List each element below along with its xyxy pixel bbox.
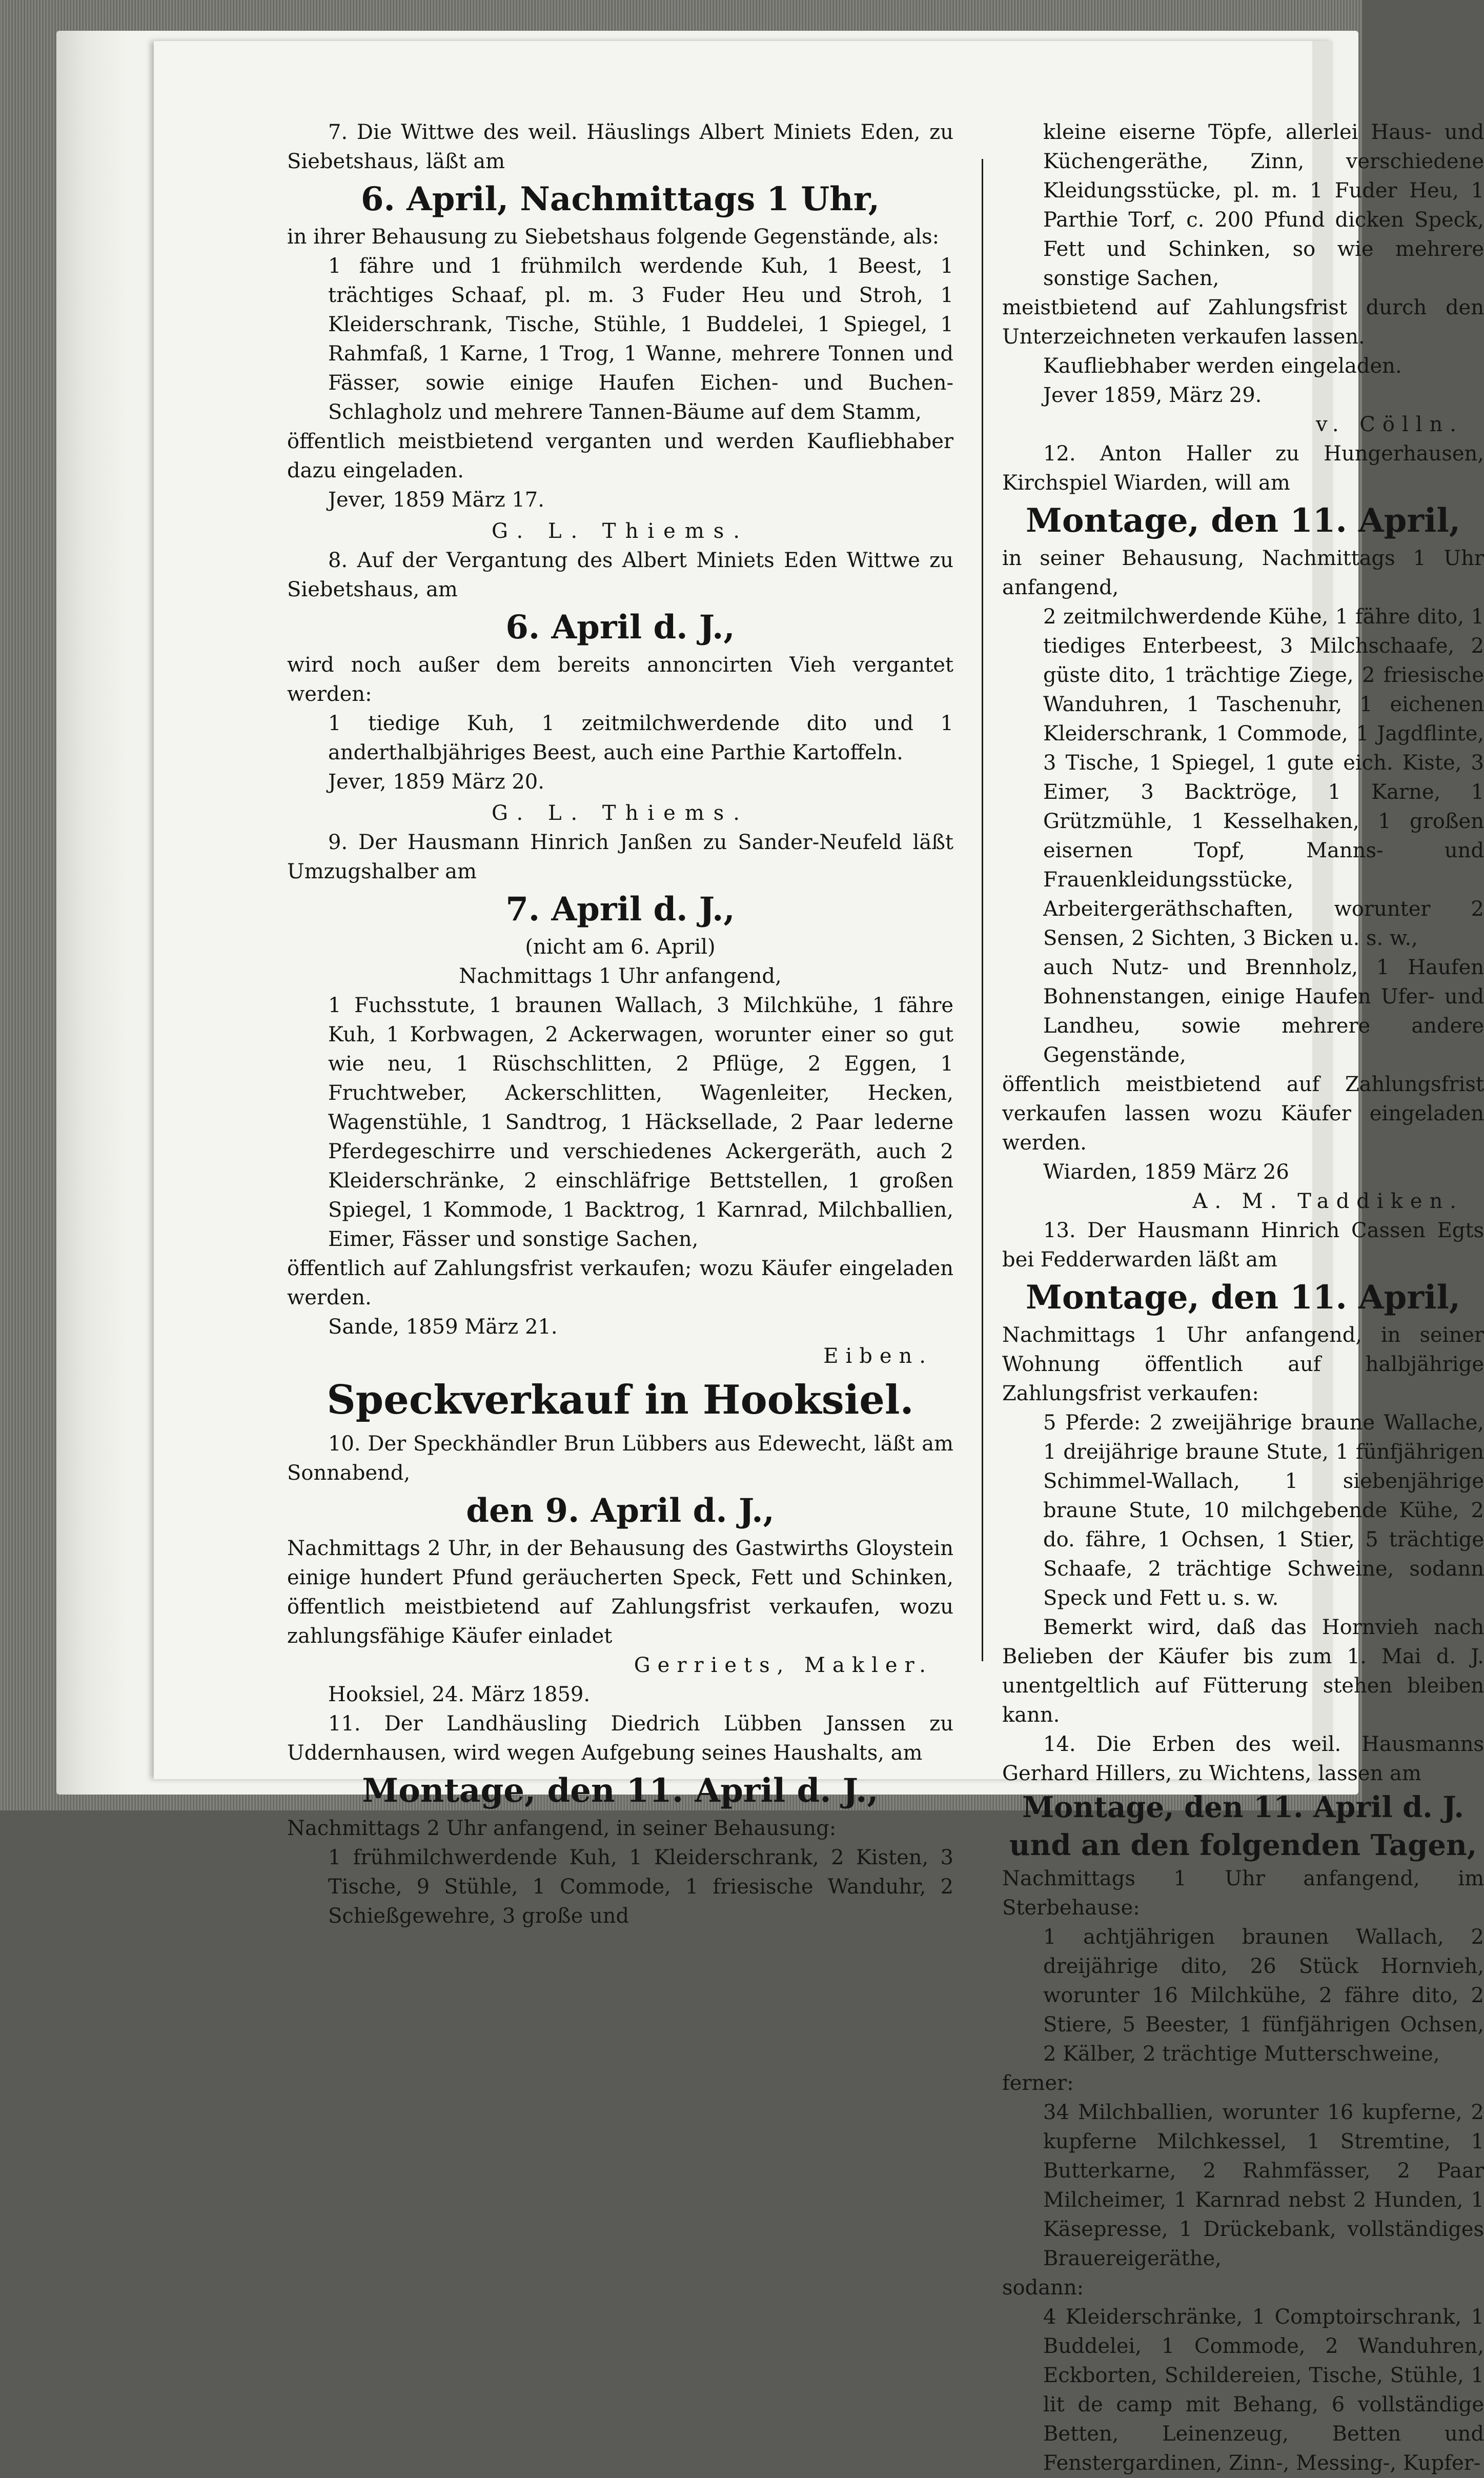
ad-11-items: 1 frühmilchwerdende Kuh, 1 Kleiderschrank, 2 Kisten, 3 Tische, 9 Stühle, 1 Commode, 1 friesische Wanduhr, 2 Schießgewehre, 3 große und	[328, 1846, 953, 1928]
ad-7-text2: öffentlich meistbietend verganten und werden Kaufliebhaber dazu eingeladen.	[287, 430, 953, 482]
ad-10-text: Nachmittags 2 Uhr, in der Behausung des Gastwirths Gloystein einige hundert Pfund geräucherten Speck, Fett und Schinken, öffentlich meistbietend auf Zahlungsfrist verkaufen, wozu zahlungsfähige Käufer einladet	[287, 1537, 953, 1648]
ad-14-items-1: 1 achtjährigen braunen Wallach, 2 dreijährige dito, 26 Stück Hornvieh, worunter 16 Milchkühe, 2 fähre dito, 2 Stiere, 5 Beester, 1 fünfjährigen Ochsen, 2 Kälber, 2 trächtige Mutterschweine,	[1043, 1925, 1484, 2066]
ad-13-items: 5 Pferde: 2 zweijährige braune Wallache, 1 dreijährige braune Stute, 1 fünfjährigen Schimmel-Wallach, 1 siebenjährige braune Stute, 10 milchgebende Kühe, 2 do. fähre, 1 Ochsen, 1 Stier, 5 trächtige Schaafe, 2 trächtige Schweine, sodann Speck und Fett u. s. w.	[1043, 1411, 1484, 1610]
ad-14-items-3: 4 Kleiderschränke, 1 Comptoirschrank, 1 Buddelei, 1 Commode, 2 Wanduhren, Eckborten, Schildereien, Tische, Stühle, 1 lit de camp mit Behang, 6 vollständige Betten, Leinenzeug, Betten und Fenstergardinen, Zinn-, Messing-, Kupfer-	[1043, 2305, 1484, 2475]
ad-9-place: Sande, 1859 März 21.	[328, 1315, 558, 1339]
ad-13-note: Bemerkt wird, daß das Hornvieh nach Belieben der Käufer bis zum 1. Mai d. J. unentgeltlich auf Fütterung stehen bleiben kann.	[1002, 1616, 1484, 1727]
ad-9-time: Nachmittags 1 Uhr anfangend,	[459, 964, 782, 988]
ad-8-text: wird noch außer dem bereits annoncirten Vieh vergantet werden:	[287, 653, 953, 706]
ad-12-text2: öffentlich meistbietend auf Zahlungsfrist verkaufen lassen wozu Käufer eingeladen werden.	[1002, 1073, 1484, 1155]
ad-14-ferner: ferner:	[1002, 2071, 1074, 2095]
ad-10-intro: 10. Der Speckhändler Brun Lübbers aus Edewecht, läßt am Sonnabend,	[287, 1432, 953, 1485]
left-column	[287, 118, 953, 1931]
ad-8-place: Jever, 1859 März 20.	[328, 770, 544, 794]
ad-7-items: 1 fähre und 1 frühmilch werdende Kuh, 1 Beest, 1 trächtiges Schaaf, pl. m. 3 Fuder Heu und Stroh, 1 Kleiderschrank, Tische, Stühle, 1 Buddelei, 1 Spiegel, 1 Rahmfaß, 1 Karne, 1 Trog, 1 Wanne, mehrere Tonnen und Fässer, sowie einige Haufen Eichen- und Buchen-Schlagholz und mehrere Tannen-Bäume auf dem Stamm,	[328, 254, 953, 424]
ad-14-date-2: und an den folgenden Tagen,	[1009, 1828, 1477, 1862]
ad-9-date: 7. April d. J.,	[505, 890, 735, 929]
ad-11-continued-items: kleine eiserne Töpfe, allerlei Haus- und Küchengeräthe, Zinn, verschiedene Kleidungsstücke, pl. m. 1 Fuder Heu, 1 Parthie Torf, c. 200 Pfund dicken Speck, Fett und Schinken, so wie mehrere sonstige Sachen,	[1043, 120, 1484, 290]
ad-14-intro: 14. Die Erben des weil. Hausmanns Gerhard Hillers, zu Wichtens, lassen am	[1002, 1732, 1484, 1785]
ad-7-text: in ihrer Behausung zu Siebetshaus folgende Gegenstände, als:	[287, 225, 940, 249]
ad-7-date: 6. April, Nachmittags 1 Uhr,	[360, 180, 880, 218]
newspaper-page	[154, 41, 1484, 2475]
ad-9-text2: öffentlich auf Zahlungsfrist verkaufen; wozu Käufer eingeladen werden.	[287, 1257, 953, 1309]
ad-12-date: Montage, den 11. April,	[1025, 501, 1461, 540]
ad-9-signature: Eiben.	[823, 1344, 933, 1368]
ad-7-place: Jever, 1859 März 17.	[328, 488, 544, 512]
ad-7-signature: G. L. Thiems.	[491, 519, 749, 543]
ad-12-signature: A. M. Taddiken.	[1192, 1190, 1463, 1213]
ad-9-items: 1 Fuchsstute, 1 braunen Wallach, 3 Milchkühe, 1 fähre Kuh, 1 Korbwagen, 2 Ackerwagen, worunter einer so gut wie neu, 1 Rüschschlitten, 2 Pflüge, 2 Eggen, 1 Fruchtweber, Ackerschlitten, Wagenleiter, Hecken, Wagenstühle, 1 Sandtrog, 1 Häcksellade, 2 Paar lederne Pferdegeschirre und verschiedenes Ackergeräth, auch 2 Kleiderschränke, 2 einschläfrige Bettstellen, 1 großen Spiegel, 1 Kommode, 1 Backtrog, 1 Karnrad, Milchballien, Eimer, Fässer und sonstige Sachen,	[328, 994, 953, 1251]
ad-11-invite: Kaufliebhaber werden eingeladen.	[1043, 354, 1402, 378]
ad-9-intro: 9. Der Hausmann Hinrich Janßen zu Sander-Neufeld läßt Umzugshalber am	[287, 831, 953, 883]
ad-12-more: auch Nutz- und Brennholz, 1 Haufen Bohnenstangen, einige Haufen Ufer- und Landheu, sowie mehrere andere Gegenstände,	[1043, 956, 1484, 1067]
ad-8-signature: G. L. Thiems.	[491, 801, 749, 825]
ad-7-intro: 7. Die Wittwe des weil. Häuslings Albert Miniets Eden, zu Siebetshaus, läßt am	[287, 120, 953, 173]
ad-12-text: in seiner Behausung, Nachmittags 1 Uhr anfangend,	[1002, 547, 1484, 599]
ad-14-items-2: 34 Milchballien, worunter 16 kupferne, 2 kupferne Milchkessel, 1 Stremtine, 1 Butterkarne, 2 Rahmfässer, 2 Paar Milcheimer, 1 Karnrad nebst 2 Hunden, 1 Käsepresse, 1 Drückebank, vollständiges Brauereigeräthe,	[1043, 2101, 1484, 2270]
ad-8-items: 1 tiedige Kuh, 1 zeitmilchwerdende dito und 1 anderthalbjähriges Beest, auch eine Parthie Kartoffeln.	[328, 712, 953, 764]
ad-13-date: Montage, den 11. April,	[1025, 1278, 1461, 1317]
ad-11-date: Montage, den 11. April d. J.,	[362, 1771, 879, 1810]
ad-10-place: Hooksiel, 24. März 1859.	[328, 1683, 591, 1706]
ad-11-intro: 11. Der Landhäusling Diedrich Lübben Janssen zu Uddernhausen, wird wegen Aufgebung seines Haushalts, am	[287, 1712, 953, 1765]
ad-13-text: Nachmittags 1 Uhr anfangend, in seiner Wohnung öffentlich auf halbjährige Zahlungsfrist verkaufen:	[1002, 1323, 1484, 1405]
ad-13-intro: 13. Der Hausmann Hinrich Cassen Egts bei Fedderwarden läßt am	[1002, 1219, 1484, 1272]
ad-11-place: Jever 1859, März 29.	[1043, 384, 1262, 407]
ad-11-continued-text: meistbietend auf Zahlungsfrist durch den Unterzeichneten verkaufen lassen.	[1002, 296, 1484, 349]
ad-14-sodann: sodann:	[1002, 2276, 1084, 2300]
ad-12-place: Wiarden, 1859 März 26	[1043, 1160, 1289, 1184]
section-heading: Speckverkauf in Hooksiel.	[327, 1377, 914, 1423]
ad-8-intro: 8. Auf der Vergantung des Albert Miniets Eden Wittwe zu Siebetshaus, am	[287, 549, 953, 601]
ad-14-text: Nachmittags 1 Uhr anfangend, im Sterbehause:	[1002, 1867, 1484, 1920]
ad-8-date: 6. April d. J.,	[505, 608, 735, 647]
ad-12-items: 2 zeitmilchwerdende Kühe, 1 fähre dito, 1 tiediges Enterbeest, 3 Milchschaafe, 2 güste dito, 1 trächtige Ziege, 2 friesische Wanduhren, 1 Taschenuhr, 1 eichenen Kleiderschrank, 1 Commode, 1 Jagdflinte, 3 Tische, 1 Spiegel, 1 gute eich. Kiste, 3 Eimer, 3 Backtröge, 1 Karne, 1 Grützmühle, 1 Kesselhaken, 1 großen eisernen Topf, Manns- und Frauenkleidungsstücke, Arbeitergeräthschaften, worunter 2 Sensen, 2 Sichten, 3 Bicken u. s. w.,	[1043, 605, 1484, 950]
ad-14-date: Montage, den 11. April d. J.	[1022, 1790, 1464, 1824]
ad-11-text: Nachmittags 2 Uhr anfangend, in seiner Behausung:	[287, 1817, 837, 1840]
ad-11-signature: v. Cölln.	[1315, 413, 1463, 436]
ad-10-signature: Gerriets, Makler.	[634, 1654, 933, 1677]
ad-9-note: (nicht am 6. April)	[525, 935, 716, 959]
ad-10-date: den 9. April d. J.,	[466, 1492, 775, 1530]
ad-12-intro: 12. Anton Haller zu Hungerhausen, Kirchspiel Wiarden, will am	[1002, 442, 1484, 495]
right-column	[1002, 118, 1484, 2478]
column-divider	[982, 159, 983, 1661]
